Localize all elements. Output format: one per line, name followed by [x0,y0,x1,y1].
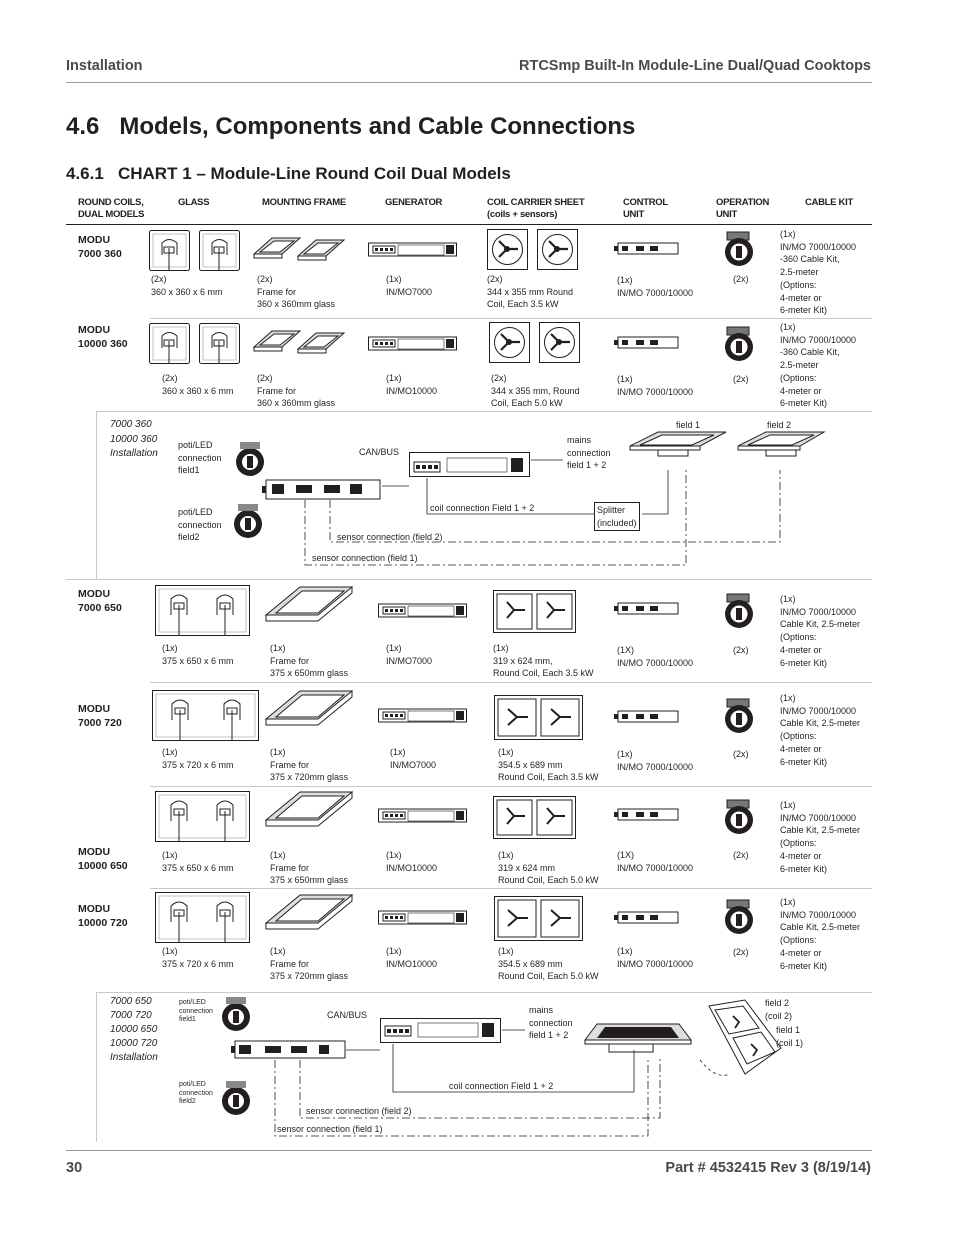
field-label: field 1 [676,420,701,430]
header-section: Installation [66,58,143,74]
operation-caption: (2x) [733,645,749,655]
glass-caption: (2x) 360 x 360 x 6 mm [151,274,223,297]
mains-connection-label: mains connection field 1 + 2 [529,1005,573,1040]
field-label: field 2 [767,420,792,430]
cable-kit-caption: (1x) IN/MO 7000/10000 Cable Kit, 2.5-meter (Options: 4-meter or 6-meter Kit) [780,693,861,767]
field-label: field 2 (coil 2) [765,998,793,1021]
poti-led-label: poti/LED connection field1 [179,999,213,1023]
glass-caption: (1x) 375 x 650 x 6 mm [162,850,234,873]
generator-caption: (1x) IN/MO10000 [386,373,438,396]
coil-connection-label: coil connection Field 1 + 2 [430,503,535,513]
glass-caption: (1x) 375 x 720 x 6 mm [162,747,234,770]
sensor-connection-label: sensor connection (field 1) [277,1124,383,1134]
cable-kit-caption: (1x) IN/MO 7000/10000 Cable Kit, 2.5-meter (Options: 4-meter or 6-meter Kit) [780,897,861,971]
operation-caption: (2x) [733,374,749,384]
model-name: MODU 10000 360 [78,324,128,350]
footer-rule [66,1150,872,1151]
coil-connection-label: coil connection Field 1 + 2 [449,1081,554,1091]
model-name: MODU 7000 360 [78,234,122,260]
splitter-label: Splitter (included) [594,502,640,531]
frame-caption: (1x) Frame for 375 x 650mm glass [270,643,349,678]
col-control-unit: CONTROL UNIT [623,197,668,220]
coil-caption: (2x) 344 x 355 mm Round Coil, Each 3.5 kW [487,274,574,309]
cable-kit-caption: (1x) IN/MO 7000/10000 Cable Kit, 2.5-meter (Options: 4-meter or 6-meter Kit) [780,594,861,668]
col-round-coils: ROUND COILS, DUAL MODELS [78,197,145,220]
model-name: MODU 10000 650 [78,846,128,872]
sensor-connection-label: sensor connection (field 2) [306,1106,412,1116]
cable-kit-caption: (1x) IN/MO 7000/10000 Cable Kit, 2.5-meter (Options: 4-meter or 6-meter Kit) [780,800,861,874]
coil-caption: (1x) 319 x 624 mm, Round Coil, Each 3.5 kW [493,643,594,678]
sensor-connection-label: sensor connection (field 1) [312,553,418,563]
glass-caption: (1x) 375 x 650 x 6 mm [162,643,234,666]
coil-caption: (1x) 354.5 x 689 mm Round Coil, Each 5.0 kW [498,946,599,981]
canbus-label: CAN/BUS [327,1010,368,1020]
col-cable-kit: CABLE KIT [805,197,853,208]
model-name: MODU 7000 650 [78,588,122,614]
col-coil-carrier: COIL CARRIER SHEET (coils + sensors) [487,197,585,220]
generator-caption: (1x) IN/MO7000 [390,747,437,770]
frame-caption: (1x) Frame for 375 x 650mm glass [270,850,349,885]
cable-kit-caption: (1x) IN/MO 7000/10000 -360 Cable Kit, 2.5-meter (Options: 4-meter or 6-meter Kit) [780,322,857,409]
generator-caption: (1x) IN/MO7000 [386,274,433,297]
frame-caption: (2x) Frame for 360 x 360mm glass [257,274,336,309]
page-number: 30 [66,1160,83,1176]
poti-led-label: poti/LED connection field2 [179,1081,213,1105]
generator-caption: (1x) IN/MO10000 [386,946,438,969]
frame-caption: (1x) Frame for 375 x 720mm glass [270,747,349,782]
section-title: 4.6 Models, Components and Cable Connections [66,113,636,140]
header-doc-title: RTCSmp Built-In Module-Line Dual/Quad Cooktops [518,58,871,74]
coil-caption: (1x) 354.5 x 689 mm Round Coil, Each 3.5 kW [498,747,599,782]
frame-caption: (1x) Frame for 375 x 720mm glass [270,946,349,981]
cable-kit-caption: (1x) IN/MO 7000/10000 -360 Cable Kit, 2.5-meter (Options: 4-meter or 6-meter Kit) [780,229,857,316]
col-mounting-frame: MOUNTING FRAME [262,197,346,208]
poti-led-label: poti/LED connection field1 [178,440,222,475]
mains-connection-label: mains connection field 1 + 2 [567,435,611,470]
subsection-title: 4.6.1 CHART 1 – Module-Line Round Coil Dual Models [66,164,511,183]
glass-caption: (1x) 375 x 720 x 6 mm [162,946,234,969]
model-name: MODU 10000 720 [78,903,128,929]
canbus-label: CAN/BUS [359,447,400,457]
col-generator: GENERATOR [385,197,443,208]
generator-caption: (1x) IN/MO10000 [386,850,438,873]
poti-led-label: poti/LED connection field2 [178,507,222,542]
part-number: Part # 4532415 Rev 3 (8/19/14) [665,1160,871,1176]
frame-caption: (2x) Frame for 360 x 360mm glass [257,373,336,408]
control-caption: (1X) IN/MO 7000/10000 [617,645,694,668]
control-caption: (1x) IN/MO 7000/10000 [617,275,694,298]
installation-label: 7000 360 10000 360 Installation [110,419,158,459]
operation-caption: (2x) [733,274,749,284]
coil-caption: (1x) 319 x 624 mm Round Coil, Each 5.0 kW [498,850,599,885]
sensor-connection-label: sensor connection (field 2) [337,532,443,542]
operation-caption: (2x) [733,947,749,957]
glass-caption: (2x) 360 x 360 x 6 mm [162,373,234,396]
col-operation-unit: OPERATION UNIT [716,197,770,220]
control-caption: (1x) IN/MO 7000/10000 [617,374,694,397]
coil-caption: (2x) 344 x 355 mm, Round Coil, Each 5.0 kW [491,373,580,408]
control-caption: (1x) IN/MO 7000/10000 [617,749,694,772]
generator-caption: (1x) IN/MO7000 [386,643,433,666]
control-caption: (1X) IN/MO 7000/10000 [617,850,694,873]
col-glass: GLASS [178,197,210,208]
operation-caption: (2x) [733,850,749,860]
installation-label: 7000 650 7000 720 10000 650 10000 720 Installation [110,996,158,1063]
model-name: MODU 7000 720 [78,703,122,729]
control-caption: (1x) IN/MO 7000/10000 [617,946,694,969]
operation-caption: (2x) [733,749,749,759]
field-label: field 1 (coil 1) [776,1025,804,1048]
